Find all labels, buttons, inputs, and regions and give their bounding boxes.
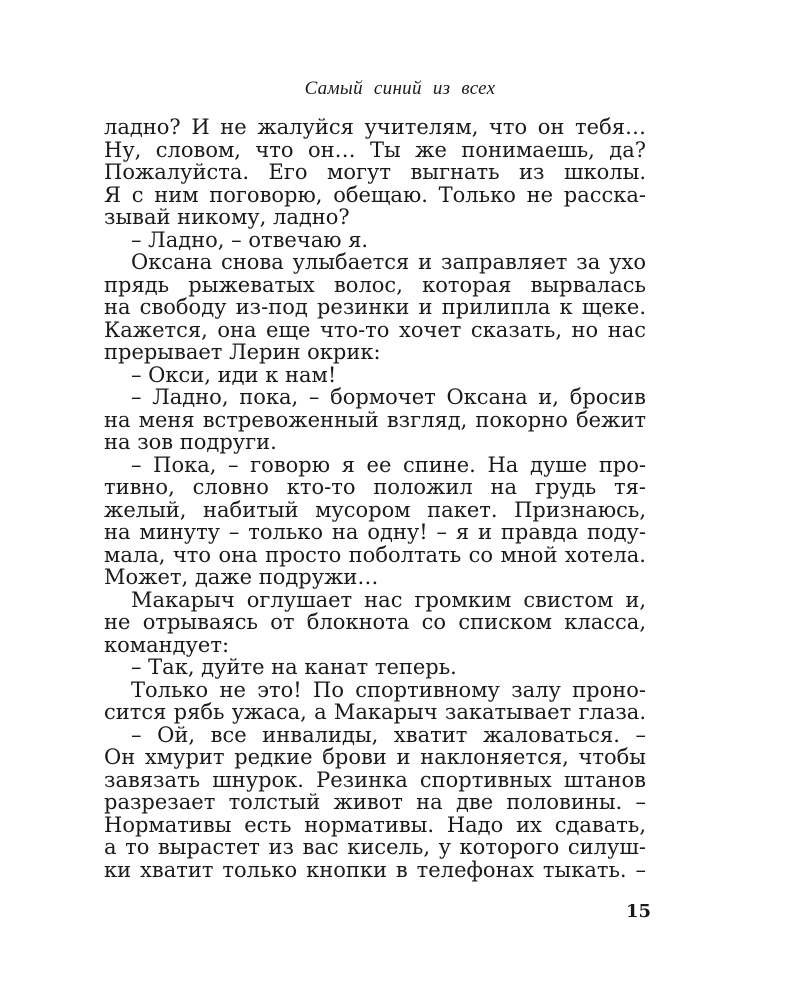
page-number: 15	[626, 901, 652, 922]
text-line: ки хватит только кнопки в телефонах тыкать. –	[104, 857, 646, 882]
text-line: – Окси, иди к нам!	[131, 362, 337, 387]
text-line: – Ладно, пока, – бормочет Оксана и, бросив	[131, 385, 646, 409]
text-line: Может, даже подружи…	[104, 565, 379, 589]
text-line: мала, что она просто поболтать со мной хотела.	[104, 542, 646, 567]
text-line: командует:	[104, 632, 230, 657]
text-line: на минуту – только на одну! – я и правда поду-	[104, 520, 646, 544]
text-line: не отрываясь от блокнота со списком класса,	[104, 610, 646, 634]
text-line: Только не это! По спортивному залу проно-	[131, 677, 646, 702]
text-line: прерывает Лерин окрик:	[104, 340, 381, 364]
text-line: прядь рыжеватых волос, которая вырвалась	[104, 272, 646, 297]
text-line: а то вырастет из вас кисель, у которого силуш-	[104, 835, 646, 859]
text-line: Нормативы есть нормативы. Надо их сдавать,	[104, 812, 646, 837]
text-line: – Ой, все инвалиды, хватит жаловаться. –	[131, 722, 646, 747]
text-line: разрезает толстый живот на две половины. –	[104, 790, 646, 814]
text-line: желый, набитый мусором пакет. Признаюсь,	[104, 497, 646, 522]
text-line: Он хмурит редкие брови и наклоняется, чтобы	[104, 745, 646, 769]
text-line: сится рябь ужаса, а Макарыч закатывает глаза.	[104, 700, 646, 724]
body-text	[104, 116, 646, 881]
text-line: Макарыч оглушает нас громким свистом и,	[131, 587, 646, 612]
text-line: завязать шнурок. Резинка спортивных штанов	[104, 767, 646, 792]
text-line: – Ладно, – отвечаю я.	[131, 227, 369, 252]
text-line: Оксана снова улыбается и заправляет за ухо	[131, 250, 646, 274]
text-line: Я с ним поговорю, обещаю. Только не расска-	[104, 182, 646, 207]
text-line: – Пока, – говорю я ее спине. На душе про-	[131, 452, 646, 477]
text-line: на меня встревоженный взгляд, покорно бежит	[104, 407, 646, 432]
text-line: на свободу из-под резинки и прилипла к щеке.	[104, 295, 646, 319]
text-line: тивно, словно кто-то положил на грудь тя-	[104, 475, 646, 499]
running-head: Самый синий из всех	[304, 78, 496, 99]
text-line: на зов подруги.	[104, 430, 277, 454]
text-line: зывай никому, ладно?	[104, 205, 350, 229]
text-line: Ну, словом, что он… Ты же понимаешь, да?	[104, 137, 646, 162]
text-line: – Так, дуйте на канат теперь.	[131, 655, 457, 679]
text-line: Кажется, она еще что-то хочет сказать, но нас	[104, 317, 646, 342]
text-line: Пожалуйста. Его могут выгнать из школы.	[104, 160, 646, 184]
text-line: ладно? И не жалуйся учителям, что он тебя…	[104, 115, 646, 139]
